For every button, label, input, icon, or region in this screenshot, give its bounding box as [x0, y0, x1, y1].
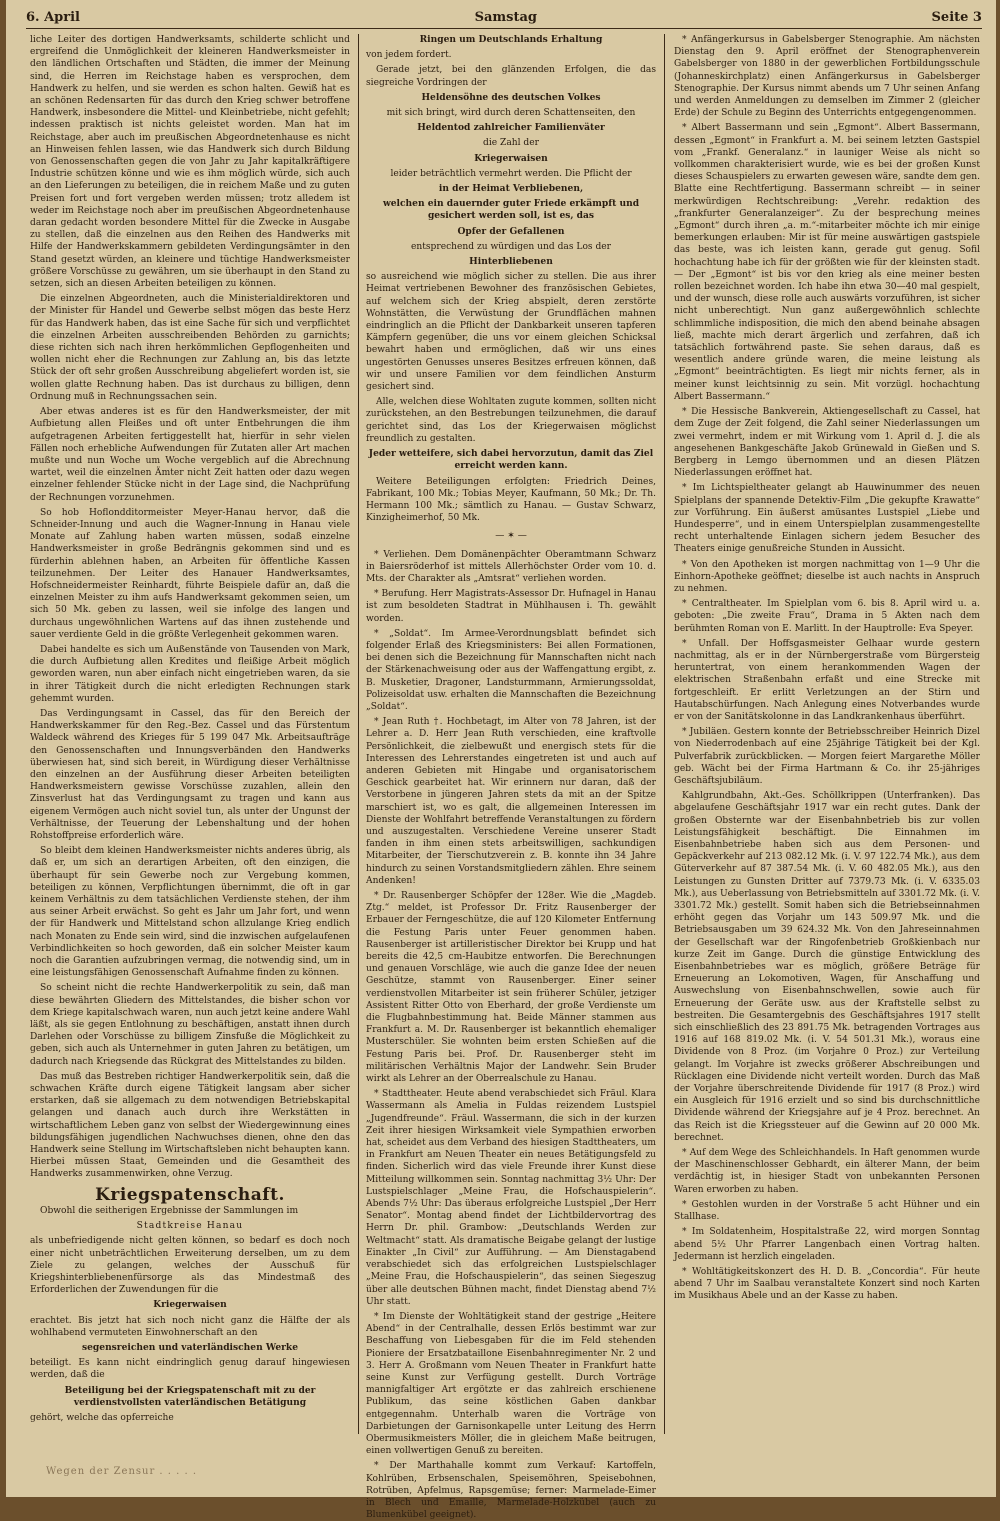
news-item: * Centraltheater. Im Spielplan vom 6. bis 8. April wird u. a. geboten: „Die zweite Frau“, Drama in 5 Akten nach dem berühmten Roman von E. Marlitt. In der Hauptrolle: Eva Speyer.: [674, 599, 980, 634]
emphasis-line: welchen ein dauernder guter Friede erkämpft und gesichert werden soll, ist es, das: [382, 198, 640, 222]
emphasis-line: in der Heimat Verbliebenen,: [438, 183, 584, 195]
news-item: * Von den Apotheken ist morgen nachmittag von 1—9 Uhr die Einhorn-Apotheke geöffnet; dieselbe ist auch nachts in Anspruch zu nehmen.: [674, 559, 980, 594]
article-paragraph: gehört, welche das opferreiche: [30, 1412, 174, 1423]
article-paragraph: Dabei handelte es sich um Außenstände von Tausenden von Mark, die durch Aufbietung allen Kredites und fleißige Arbeit möglich geworden waren, nun aber einfach nicht eingetrieben waren, da sie in ihrer Tätigkeit durch die nicht erledigten Rechnungen stark gehemmt wurden.: [30, 644, 350, 704]
article-line: von jedem fordert.: [366, 50, 452, 61]
article-line: leider beträchtlich vermehrt werden. Die Pflicht der: [390, 168, 632, 179]
emphasis-line: Beteiligung bei der Kriegspatenschaft mit zu der verdienstvollsten vaterländischen Betätigung: [64, 1384, 316, 1408]
article-paragraph: So bleibt dem kleinen Handwerksmeister nichts anderes übrig, als daß er, um sich an derartigen Arbeiten, oft den einzigen, die überhaupt für sein Gewerbe noch zur Vergebung kommen, beteiligen zu können, Verpflichtungen übernimmt, die oft in gar keinem Verhältnis zu dem tatsächlichen Verdienste stehen, der ihm aus seiner Arbeit erwächst. So geht es Jahr um Jahr fort, und wenn der für Handwerk und Mittelstand schon allzulange Krieg endlich nach Monaten zu Ende sein wird, sind die inzwischen aufgelaufenen Verbindlichkeiten so hoch geworden, daß ein solcher Meister kaum noch die Garantien aufzubringen vermag, die notwendig sind, um in eine leistungsfähigen Genossenschaft Aufnahme finden zu können.: [30, 846, 350, 979]
column-divider: [664, 34, 665, 1434]
emphasis-line: Opfer der Gefallenen: [457, 225, 565, 237]
article-paragraph: erachtet. Bis jetzt hat sich noch nicht ganz die Hälfte der als wohlhabend vermuteten Einwohnerschaft an den: [30, 1315, 350, 1338]
emphasis-line: Heldensöhne des deutschen Volkes: [421, 91, 601, 103]
emphasis-line: Kriegerwaisen: [474, 152, 548, 164]
news-item: * Stadttheater. Heute abend verabschiedet sich Fräul. Klara Wassermann als Amelia in Fuldas reizendem Lustspiel „Jugendfreunde“. Fräul. Wassermann, die sich in der kurzen Zeit ihrer hiesigen Wirksamkeit viele Sympathien erworben hat, scheidet aus dem Verband des hiesigen Stadttheaters, um in Frankfurt am Neuen Theater ein neues Betätigungsfeld zu finden. Sicherlich wird das viele Freunde ihrer Kunst diese Mitteilung willkommen sein. Sonntag nachmittag 3½ Uhr: Der Lustspielschlager „Meine Frau, die Hofschauspielerin“. Abends 7½ Uhr: Das überaus erfolgreiche Lustspiel „Der Herr Senator“. Montag abend findet der Lichtbildervortrag des Herrn Dr. phil. Grambow: „Deutschlands Werden zur Weltmacht“ statt. Als dramatische Beigabe gelangt der lustige Einakter „In Civil“ zur Aufführung. — Am Dienstagabend verabschiedet sich das erfolgreichen Lustspielschlager „Meine Frau, die Hofschauspielerin“, das seinen Siegeszug über alle deutschen Bühnen macht, findet Dienstag abend 7½ Uhr statt.: [366, 1089, 656, 1307]
news-item: * Der Marthahalle kommt zum Verkauf: Kartoffeln, Kohlrüben, Erbsenschalen, Speisemöhren, Speisebohnen, Rotrüben, Apfelmus, Rapsgemüse; ferner: Marmelade-Eimer in Blech und Emaille, Marmelade-Holzkübel (auch zu Blumenkübel geeignet).: [366, 1461, 656, 1521]
article-paragraph: beteiligt. Es kann nicht eindringlich genug darauf hingewiesen werden, daß die: [30, 1358, 350, 1381]
news-item: * Im Lichtspieltheater gelangt ab Hauwinummer des neuen Spielplans der spannende Detektiv-Film „Die gekupfte Krawatte“ zur Vorführung. Ein äußerst amüsantes Lustspiel „Liebe und Hundesperre“, und in einem Unterspielplan zusammengestellte recht unterhaltende Einlagen sichern jedem Besucher des Theaters einige genußreiche Stunden in Aussicht.: [674, 483, 980, 555]
article-paragraph: Das Verdingungsamt in Cassel, das für den Bereich der Handwerkskammer für den Reg.-Bez. Cassel und das Fürstentum Waldeck während des Krieges für 5 199 047 Mk. Arbeitsaufträge den Genossenschaften und Innungsverbänden den Handwerks überwiesen hat, sind sich bereit, in Würdigung dieser Verhältnisse den einzelnen an der Ausführung dieser Arbeiten beteiligten Handwerksmeistern gewisse Vorschüsse zuzahlen, allein den Zinsverlust hat das Verdingungsamt zu tragen und kann aus eigenem Vermögen auch nicht soviel tun, als unter der Ungunst der Verhältnisse, der Teuerung der Lebenshaltung und der hohen Rohstoffpreise erforderlich wäre.: [30, 708, 350, 841]
news-item: Kahlgrundbahn, Akt.-Ges. Schöllkrippen (Unterfranken). Das abgelaufene Geschäftsjahr 1917 war ein recht gutes. Dank der großen Obsternte war der Eisenbahnbetrieb bis zur vollen Leistungsfähigkeit beschäftigt. Die Einnahmen im Eisenbahnbetriebe haben sich aus dem Personen- und Gepäckverkehr auf 213 082.12 Mk. (i. V. 97 122.74 Mk.), aus dem Güterverkehr auf 87 387.54 Mk. (i. V. 60 482.05 Mk.), aus den Leistungen zu Gunsten Dritter auf 7379.73 Mk. (i. V. 6335.03 Mk.), aus Ueberlassung von Betriebsmitteln auf 3301.72 Mk. (i. V. 3301.72 Mk.) gestellt. Somit haben sich die Betriebseinnahmen erhöht gegen das Vorjahr um 143 509.97 Mk. und die Betriebsausgaben um 39 624.32 Mk. Von den Jahreseinnahmen der Gesellschaft war der Ringofenbetrieb Großkienbach nur kurze Zeit im Gange. Durch die günstige Entwicklung des Eisenbahnbetriebes war es möglich, größere Beträge für Erneuerung an Lokomotiven, Wagen, für Anschaffung und Auswechslung von Eisenbahnschwellen, sowie auch für Erneuerung der Geräte usw. aus der Kraftstelle selbst zu bestreiten. Die Gesamtergebnis des Geschäftsjahres 1917 stellt sich einschließlich des 23 891.75 Mk. betragenden Vortrages aus 1916 auf 168 819.02 Mk. (i. V. 54 501.31 Mk.), woraus eine Dividende von 8 Proz. (im Vorjahre 0 Proz.) zur Verteilung gelangt. Im Vorjahre ist zwecks größerer Abschreibungen und Rücklagen eine Dividende nicht verteilt worden. Durch das Maß der Vorjahre überschreitende Dividende für 1917 (8 Proz.) wird ein Ausgleich für 1916 erzielt und so sind bis durchschnittliche Dividende während der Kriegsjahre auf je 4 Proz. berechnet. An das Reich ist die Kriegssteuer auf die Gewinn auf 20 000 Mk. berechnet.: [674, 791, 980, 1143]
news-item: * Jubiläen. Gestern konnte der Betriebsschreiber Heinrich Dizel von Niederrodenbach auf eine 25jährige Tätigkeit bei der Kgl. Pulverfabrik zurückblicken. — Morgen feiert Margarethe Möller geb. Wächt bei der Firma Hartmann & Co. ihr 25-jähriges Geschäftsjubiläum.: [674, 727, 980, 786]
news-item: * Dr. Rausenberger Schöpfer der 128er. Wie die „Magdeb. Ztg.“ meldet, ist Professor Dr. Fritz Rausenberger der Erbauer der Ferngeschütze, die auf 120 Kilometer Entfernung die Festung Paris unter Feuer genommen haben. Rausenberger ist artilleristischer Direktor bei Krupp und hat bereits die 42,5 cm-Haubitze entworfen. Die Berechnungen und genauen Vorschläge, wie auch die ganze Idee der neuen Geschütze, stammt von Rausenberger. Einer seiner verdienstvollen Mitarbeiter ist sein früherer Schüler, jetziger Assistent Ritter Otto von Eberhard, der große Verdienste um die Flugbahnbestimmung hat. Beide Männer stammen aus Frankfurt a. M. Dr. Rausenberger ist bekanntlich ehemaliger Musterschüler. Sie wohnten beim ersten Schießen auf die Festung Paris bei. Prof. Dr. Rausenberger steht im militärischen Verhältnis Major der Landwehr. Sein Bruder wirkt als Lehrer an der Oberrealschule zu Hanau.: [366, 891, 656, 1085]
news-item: * Anfängerkursus in Gabelsberger Stenographie. Am nächsten Dienstag den 9. April eröffnet der Stenographenverein Gabelsberger von 1880 in der gewerblichen Fortbildungsschule (Johanneskirchplatz) einen Anfängerkursus in Gabelsberger Stenographie. Der Kursus nimmt abends um 7 Uhr seinen Anfang und werden Anmeldungen zu demselben im Zimmer 2 (gleicher Erde) der Schule zu Beginn des Unterrichts entgegengenommen.: [674, 35, 980, 119]
article-paragraph: liche Leiter des dortigen Handwerksamts, schilderte schlicht und ergreifend die Unmöglichkeit der kleineren Handwerksmeister in den ländlichen Ortschaften und Städten, die immer der Meinung sind, die Herren im Reichstage haben es versprochen, dem Handwerk zu helfen, und sie werden es schon halten. Gewiß hat es an schönen Redensarten für das durch den Krieg schwer betroffene Handwerk, insbesondere die Mittel- und Kleinbetriebe, nicht gefehlt; indessen praktisch ist nichts geleistet worden. Man hat im Reichstage, aber auch im preußischen Abgeordnetenhause es nicht an Hinweisen fehlen lassen, wie das Handwerk sich durch Bildung von Genossenschaften gegen die von Jahr zu Jahr kapitalkräftigere Industrie schützen könne und wie es ihm möglich würde, sich auch an den Lieferungen zu beteiligen, die in reichem Maße und zu guten Preisen fort und fort vergeben werden müssen; trotz alledem ist weder im Reichstage noch aber im preußischen Abgeordnetenhause daran gedacht worden besondere Mittel für die Zwecke in Ausgabe zu stellen, daß die einzelnen aus den Reihen des Handwerks mit Hilfe der Handwerkskammern gebildeten Verdingungsämter in den Stand gesetzt würden, an kleinere und tüchtige Handwerksmeister größere Vorschüsse zu gewähren, um sie überhaupt in den Stand zu setzen, sich an diesen Arbeiten beteiligen zu können.: [30, 35, 350, 290]
news-item: * Wohltätigkeitskonzert des H. D. B. „Concordia“. Für heute abend 7 Uhr im Saalbau veranstaltete Konzert sind noch Karten im Musikhaus Abele und an der Kasse zu haben.: [674, 1266, 980, 1302]
article-paragraph: So hob Hoflondditormeister Meyer-Hanau hervor, daß die Schneider-Innung und auch die Wagner-Innung in Hanau viele Monate auf Zahlung haben warten müssen, sodaß einzelne Handwerksmeister in große Bedrängnis gekommen sind und es fürderhin ablehnen haben, an Arbeiten für öffentliche Kassen teilzunehmen. Der Leiter des Hanauer Handwerksamtes, Hofschneidermeister Reinhardt, führte Beispiele dafür an, daß die einzelnen Meister zu ihm aufs Handwerksamt gekommen seien, um sich 50 Mk. geben zu lassen, weil sie infolge des langen und durchaus ungewöhnlichen Wartens auf das ihnen zustehende und sauer verdiente Geld in die größte Verlegenheit gekommen waren.: [30, 507, 350, 640]
header-day: Samstag: [474, 9, 537, 25]
news-item: * Berufung. Herr Magistrats-Assessor Dr. Hufnagel in Hanau ist zum besoldeten Stadtrat in Mühlhausen i. Th. gewählt worden.: [366, 589, 656, 624]
emphasis-line: segensreichen und vaterländischen Werke: [82, 1341, 298, 1353]
article-paragraph: Obwohl die seitherigen Ergebnisse der Sammlungen im: [40, 1205, 299, 1216]
header-date: 6. April: [26, 9, 80, 25]
emphasis-line: Hinterbliebenen: [469, 256, 553, 268]
column-2: [366, 34, 656, 1521]
article-line: mit sich bringt, wird durch deren Schattenseiten, den: [386, 108, 636, 119]
article-line: entsprechend zu würdigen und das Los der: [410, 241, 612, 252]
newspaper-page: [6, 0, 996, 1521]
article-paragraph: So scheint nicht die rechte Handwerkerpolitik zu sein, daß man diese bewährten Gliedern des Mittelstandes, die bisher schon vor dem Kriege kapitalschwach waren, nun auch jetzt keine andere Wahl läßt, als sie gegen Entlohnung zu beschäftigen, anstatt ihnen durch Darlehen oder Vorschüsse zu billigem Zinsfuße die Möglichkeit zu geben, sich auch als Unternehmer in guten Jahren zu betätigen, um dadurch nach Kriegsende das Rückgrat des Mittelstandes zu bilden.: [30, 983, 350, 1067]
header-page-number: Seite 3: [931, 9, 982, 25]
article-line: Gerade jetzt, bei den glänzenden Erfolgen, die das siegreiche Vordringen der: [366, 65, 656, 88]
news-item: * Gestohlen wurden in der Vorstraße 5 acht Hühner und ein Stallhase.: [674, 1199, 980, 1223]
emphasis-line: Kriegerwaisen: [153, 1299, 227, 1311]
emphasis-line: Stadtkreise Hanau: [136, 1221, 244, 1232]
emphasis-line: Ringen um Deutschlands Erhaltung: [419, 34, 603, 45]
news-item: * Albert Bassermann und sein „Egmont“. Albert Bassermann, dessen „Egmont“ in Frankfurt a. M. bei seinem letzten Gastspiel vom „Frankf. Generalanz.“ in launiger Weise als nicht so vollkommen charakterisiert wurde, wie es bei der großen Kunst dieses Schauspielers zu erwarten gewesen wäre, sandte dem gen. Blatte eine Rechtfertigung. Bassermann schreibt — in seiner merkwürdigen Rechtschreibung: „Verehr. redaktion des „frankfurter Generalanzeiger“. Zu der besprechung meines „Egmont“ durch ihren „a. m.“-mitarbeiter möchte ich mir einige bemerkungen erlauben: Mir ist für meine auswärtigen gastspiele das beste, was ich leisten kann, gerade gut genug. Sofil hochachtung habe ich für der größten wie für der kleinsten stadt. — Der „Egmont“ ist bis vor den krieg als eine meiner besten rollen bezeichnet worden. Ich habe ihn etwa 30—40 mal gespielt, und der wunsch, diese rolle auch auswärts vorzuführen, ist sicher nicht unberechtigt. Nun ganz außergewöhnlich schlechte schlimmliche indisposition, die mich den abend beinahe absagen ließ, machte mich derart ärgerlich und zerfahren, daß ich tatsächlich fortwährend paste. Sie sehen daraus, daß es wesentlich andere gründe waren, die meine leistung als „Egmont“ beeinträchtigten. Es liegt mir nichts ferner, als in meiner kunst leichtsinnig zu sein. Mit vorzügl. hochachtung Albert Bassermann.“: [674, 123, 980, 402]
news-item: * Unfall. Der Hoffsgasmeister Gelhaar wurde gestern nachmittag, als er in der Nürnbergerstraße vom Bürgersteig heruntertrat, von einem herankommenden Wagen der elektrischen Straßenbahn erfaßt und eine Strecke mit fortgeschleift. Er erlitt Verletzungen an der Stirn und Hautabschürfungen. Nach Anlegung eines Notverbandes wurde er von der Sanitätskolonne in das Landkrankenhaus überführt.: [674, 638, 980, 722]
section-separator: — ✶ —: [495, 531, 527, 542]
news-item: * Die Hessische Bankverein, Aktiengesellschaft zu Cassel, hat dem Zuge der Zeit folgend, die Zahl seiner Niederlassungen um zwei vermehrt, indem er mit Wirkung vom 1. April d. J. die als angesehenen Bankgeschäfte Jakob Grünewald in Gießen und S. Bergberg in Lemgo übernommen und an diesen Plätzen Niederlassungen eröffnet hat.: [674, 407, 980, 479]
column-1: [30, 34, 350, 1444]
article-paragraph: so ausreichend wie möglich sicher zu stellen. Die aus ihrer Heimat vertriebenen Bewohner des französischen Gebietes, auf welchem sich der Krieg abspielt, deren zerstörte Wohnstätten, die Verwüstung der Grundflächen mahnen eindringlich an die Pflicht der Dankbarkeit unseren tapferen Kämpfern gegenüber, die uns vor einem gleichen Schicksal bewahrt haben und ermöglichen, daß wir uns eines ungestörten Genusses unseres Besitzes erfreuen können, daß wir und unsere Familien vor dem feindlichen Ansturm gesichert sind.: [366, 272, 656, 393]
column-divider: [358, 34, 359, 1434]
emphasis-line: Heldentod zahlreicher Familienväter: [417, 122, 605, 134]
column-3: [674, 34, 980, 1444]
article-paragraph: Weitere Beteiligungen erfolgten: Friedrich Deines, Fabrikant, 100 Mk.; Tobias Meyer, Kaufmann, 50 Mk.; Dr. Th. Hermann 100 Mk.; sämtlich zu Hanau. — Gustav Schwarz, Kinzigheimerhof, 50 Mk.: [366, 476, 656, 524]
article-paragraph: als unbefriedigende nicht gelten können, so bedarf es doch noch einer nicht unbeträchtlichen Erweiterung derselben, um zu dem Ziele zu gelangen, welches der Ausschuß für Kriegshinterbliebenenfürsorge als das Mindestmaß des Erforderlichen der Zuwendungen für die: [30, 1236, 350, 1296]
article-paragraph: Die einzelnen Abgeordneten, auch die Ministerialdirektoren und der Minister für Handel und Gewerbe selbst mögen das beste Herz für das Handwerk haben, das ist eine Sache für sich und verpflichtet die einzelnen Arbeiten ausschreibenden Behörden zu garnichts; diese richten sich nach ihren herkömmlichen Gepflogenheiten und wollen nicht eher die Rechnungen zur Zahlung an, bis das letzte Stück der oft sehr großen Ausschreibung abgeliefert worden ist, sie wollen glatte Rechnung haben. Das ist durchaus zu billigen, denn Ordnung muß in Rechnungssachen sein.: [30, 294, 350, 402]
section-heading: Kriegspatenschaft.: [95, 1184, 285, 1205]
news-item: * Im Dienste der Wohltätigkeit stand der gestrige „Heitere Abend“ in der Centralhalle, dessen Erlös bestimmt war zur Beschaffung von Liebesgaben für die im Feld stehenden Pioniere der Ersatzbataillone Eisenbahnregimenter Nr. 2 und 3. Herr A. Großmann vom Neuen Theater in Frankfurt hatte seine Kunst zur Verfügung gestellt. Durch Vorträge mannigfaltiger Art ergötzte er das zahlreich erschienene Publikum, das seine köstlichen Gaben dankbar entgegennahm. Unterhalb waren die Vorträge von Darbietungen der Garnisonkapelle unter Leitung des Herrn Obermusikmeisters Möller, die in gleichem Maße beitrugen, einen vollwertigen Genuß zu bereiten.: [366, 1311, 656, 1457]
page-header: [26, 6, 982, 29]
news-item: * Auf dem Wege des Schleichhandels. In Haft genommen wurde der Maschinenschlosser Gebhardt, ein älterer Mann, der beim verdächtig ist, in hiesiger Stadt von unbekannten Personen Waren erworben zu haben.: [674, 1148, 980, 1195]
article-paragraph: Aber etwas anderes ist es für den Handwerksmeister, der mit Aufbietung allen Fleißes und oft unter Entbehrungen die ihm aufgetragenen Arbeiten fertiggestellt hat, hierfür in sehr vielen Fällen noch erhebliche Aufwendungen für Zutaten aller Art machen mußte und nun Woche um Woche vergeblich auf die Abrechnung wartet, weil die einzelnen Ämter nicht Zeit hatten oder dazu wegen einzelner fehlender Stücke nicht in der Lage sind, die Nachprüfung der Rechnungen vorzunehmen.: [30, 407, 350, 503]
article-line: die Zahl der: [483, 138, 539, 149]
news-item: * „Soldat“. Im Armee-Verordnungsblatt befindet sich folgender Erlaß des Kriegsministers: Bei allen Formationen, bei denen sich die Bezeichnung für Mannschaften nicht nach der Stärkenachweisung oder aus der Waffengattung ergibt, z. B. Musketier, Dragoner, Landsturmmann, Armierungssoldat, Polizeisoldat usw. erhalten die Mannschaften die Bezeichnung „Soldat“.: [366, 628, 656, 712]
emphasis-line: Jeder wetteifere, sich dabei hervorzutun, damit das Ziel erreicht werden kann.: [368, 448, 654, 472]
article-paragraph: Alle, welchen diese Wohltaten zugute kommen, sollten nicht zurückstehen, an den Bestrebungen teilzunehmen, die darauf gerichtet sind, das Los der Kriegerwaisen möglichst freundlich zu gestalten.: [366, 397, 656, 444]
news-item: * Im Soldatenheim, Hospitalstraße 22, wird morgen Sonntag abend 5½ Uhr Pfarrer Langenbach einen Vortrag halten. Jedermann ist herzlich eingeladen.: [674, 1227, 980, 1262]
article-paragraph: Das muß das Bestreben richtiger Handwerkerpolitik sein, daß die schwachen Kräfte durch eigene Tätigkeit langsam aber sicher erstarken, daß sie allgemach zu dem notwendigen Betriebskapital gelangen und danach auch durch ihre Werkstätten in wirtschaftlichem Leben ganz von selbst der Wiedergewinnung eines bildungsfähigen jugendlichen Nachwuchses dienen, ohne den das Handwerk seine Stellung im Wirtschaftsleben nicht behaupten kann. Hierbei müssen Staat, Gemeinden und die Gesamtheit des Handwerks zusammenwirken, ohne Verzug.: [30, 1071, 350, 1180]
faded-footer-text: Wegen der Zensur . . . . .: [46, 1466, 198, 1477]
news-item: * Jean Ruth †. Hochbetagt, im Alter von 78 Jahren, ist der Lehrer a. D. Herr Jean Ruth verschieden, eine kraftvolle Persönlichkeit, die zielbewußt und energisch stets für die Interessen des Lehrerstandes eingetreten ist und auch auf anderen Gebieten mit Hingabe und organisatorischem Geschick gearbeitet hat. Wir erinnern nur daran, daß der Verstorbene in jüngeren Jahren stets da mit an der Spitze marschiert ist, wo es galt, die allgemeinen Interessen im Dienste der Wohlfahrt betreffende Veranstaltungen zu fördern und auszugestalten. Verschiedene Vereine unserer Stadt fanden in ihm einen stets arbeitswilligen, sachkundigen Mitarbeiter, der Tierschutzverein z. B. konnte ihn 34 Jahre hindurch zu seinen Vorstandsmitgliedern zählen. Ehre seinem Andenken!: [366, 717, 656, 886]
news-item: * Verliehen. Dem Domänenpächter Oberamtmann Schwarz in Baiersröderhof ist mittels Allerhöchster Order vom 10. d. Mts. der Charakter als „Amtsrat“ verliehen worden.: [366, 549, 656, 584]
